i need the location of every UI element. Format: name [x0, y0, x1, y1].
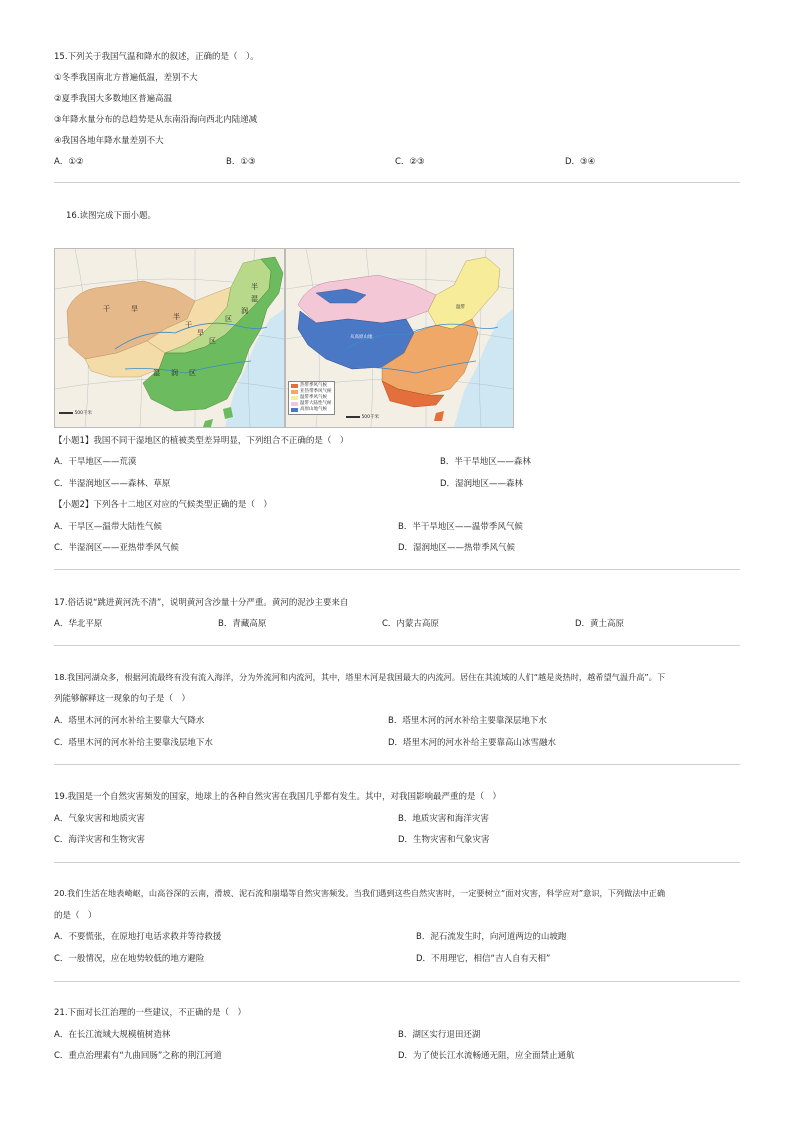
- q16-stem: 16.读图完成下面小题。: [66, 211, 157, 221]
- map-label: 半: [251, 283, 258, 291]
- q15-option-b[interactable]: B．①③: [226, 157, 256, 167]
- q15-option-a[interactable]: A．①②: [54, 157, 84, 167]
- q16-sub2-stem: 【小题2】下列各十二地区对应的气候类型正确的是（ ）: [54, 500, 272, 510]
- q21-option-d[interactable]: D．为了使长江水流畅通无阻，应全面禁止通航: [398, 1051, 575, 1061]
- map-label: 从高原山地: [350, 335, 373, 340]
- legend-item: 温带季风气候: [291, 395, 332, 401]
- q20-option-a[interactable]: A．不要慌张，在原地打电话求救并等待救援: [54, 932, 222, 942]
- legend-item: 温带大陆性气候: [291, 401, 332, 407]
- divider: [54, 645, 740, 646]
- q20-option-d[interactable]: D．不用理它，相信“吉人自有天相”: [416, 954, 551, 964]
- map-label: 区: [209, 337, 216, 345]
- map-label: 旱: [197, 329, 204, 337]
- q16-sub2-option-c[interactable]: C．半湿润区——亚热带季风气候: [54, 543, 179, 553]
- q19-option-a[interactable]: A．气象灾害和地质灾害: [54, 814, 145, 824]
- q21-option-b[interactable]: B．湖区实行退田还湖: [398, 1030, 481, 1040]
- q17-option-a[interactable]: A．华北平原: [54, 619, 103, 629]
- map-label: 半: [173, 313, 180, 321]
- q18-option-d[interactable]: D．塔里木河的河水补给主要靠高山冰雪融水: [388, 738, 557, 748]
- q18-stem-line1: 18.我国河湖众多，根据河流最终有没有流入海洋，分为外流河和内流河，其中，塔里木河是我国最大的内流河。居住在其流域的人们“越是炎热时，越希望气温升高”。下: [54, 672, 666, 682]
- climate-types-map: [285, 248, 514, 428]
- q15-statement-2: ②夏季我国大多数地区普遍高温: [54, 94, 173, 104]
- q19-option-b[interactable]: B．地质灾害和海洋灾害: [398, 814, 489, 824]
- divider: [54, 764, 740, 765]
- climate-legend: [288, 381, 335, 415]
- q19-option-c[interactable]: C．海洋灾害和生物灾害: [54, 835, 145, 845]
- q18-option-c[interactable]: C．塔里木河的河水补给主要靠浅层地下水: [54, 738, 213, 748]
- map-label: 区: [189, 369, 196, 377]
- map-label: 旱: [131, 305, 138, 313]
- q15-statement-1: ①冬季我国南北方普遍低温，差别不大: [54, 73, 198, 83]
- q16-sub1-option-b[interactable]: B．半干旱地区——森林: [440, 457, 531, 467]
- q20-option-c[interactable]: C．一般情况，应在地势较低的地方避险: [54, 954, 205, 964]
- q20-option-b[interactable]: B．泥石流发生时，向河道两边的山坡跑: [416, 932, 567, 942]
- q19-option-d[interactable]: D．生物灾害和气象灾害: [398, 835, 490, 845]
- divider: [54, 862, 740, 863]
- q15-option-d[interactable]: D．③④: [565, 157, 596, 167]
- q21-option-c[interactable]: C．重点治理素有“九曲回肠”之称的荆江河道: [54, 1051, 222, 1061]
- map-label: 润: [241, 307, 248, 315]
- q16-sub1-stem: 【小题1】我国不同干湿地区的植被类型差异明显，下列组合不正确的是（ ）: [54, 436, 349, 446]
- q18-stem-line2: 列能够解释这一现象的句子是（ ）: [54, 694, 191, 704]
- q15-statement-4: ④我国各地年降水量差别不大: [54, 136, 164, 146]
- legend-item: 高原山地气候: [291, 407, 332, 413]
- map-label: 温带: [456, 305, 465, 310]
- q16-sub2-option-a[interactable]: A．干旱区—温带大陆性气候: [54, 522, 162, 532]
- q21-stem: 21.下面对长江治理的一些建议，不正确的是（ ）: [54, 1008, 247, 1018]
- q15-option-c[interactable]: C．②③: [395, 157, 425, 167]
- q18-option-a[interactable]: A．塔里木河的河水补给主要靠大气降水: [54, 716, 205, 726]
- q17-option-d[interactable]: D．黄土高原: [575, 619, 625, 629]
- q15-stem: 15.下列关于我国气温和降水的叙述，正确的是（ ）。: [54, 52, 259, 62]
- q18-option-b[interactable]: B．塔里木河的河水补给主要靠深层地下水: [388, 716, 547, 726]
- legend-item: 亚热带季风气候: [291, 389, 332, 395]
- q16-sub2-option-b[interactable]: B．半干旱地区——温带季风气候: [398, 522, 523, 532]
- divider: [54, 569, 740, 570]
- q20-stem-line1: 20.我们生活在地表崎岖，山高谷深的云南，滑坡、泥石流和崩塌等自然灾害频发。当我们遇到这些自然灾害时，一定要树立“面对灾害，科学应对”意识，下列做法中正确: [54, 888, 666, 898]
- map-label: 湿: [251, 295, 258, 303]
- dry-wet-regions-map: [54, 248, 285, 428]
- q15-statement-3: ③年降水量分布的总趋势是从东南沿海向西北内陆递减: [54, 115, 258, 125]
- map-label: 干: [103, 305, 110, 313]
- q16-sub2-option-d[interactable]: D．湿润地区——热带季风气候: [398, 543, 516, 553]
- map-label: 湿: [153, 369, 160, 377]
- dry-wet-regions-map-graphic: [55, 249, 284, 427]
- q17-stem: 17.俗话说“跳进黄河洗不清”，说明黄河含沙量十分严重。黄河的泥沙主要来自: [54, 598, 349, 608]
- legend-item: 热带季风气候: [291, 383, 332, 389]
- q20-stem-line2: 的是（ ）: [54, 911, 97, 921]
- q17-option-b[interactable]: B．青藏高原: [218, 619, 267, 629]
- map-label: 区: [225, 315, 232, 323]
- q17-option-c[interactable]: C．内蒙古高原: [382, 619, 439, 629]
- q16-sub1-option-a[interactable]: A．干旱地区——荒漠: [54, 457, 137, 467]
- q16-sub1-option-d[interactable]: D．湿润地区——森林: [440, 479, 524, 489]
- map-label: 干: [185, 321, 192, 329]
- q19-stem: 19.我国是一个自然灾害频发的国家，地球上的各种自然灾害在我国几乎都有发生。其中，对我国影响最严重的是（ ）: [54, 792, 502, 802]
- map-label: 润: [171, 369, 178, 377]
- divider: [54, 182, 740, 183]
- q16-sub1-option-c[interactable]: C．半湿润地区——森林、草原: [54, 479, 171, 489]
- q21-option-a[interactable]: A．在长江流域大规模植树造林: [54, 1030, 171, 1040]
- scale-bar: 500千米: [346, 415, 379, 420]
- scale-bar: 500千米: [59, 411, 92, 416]
- divider: [54, 981, 740, 982]
